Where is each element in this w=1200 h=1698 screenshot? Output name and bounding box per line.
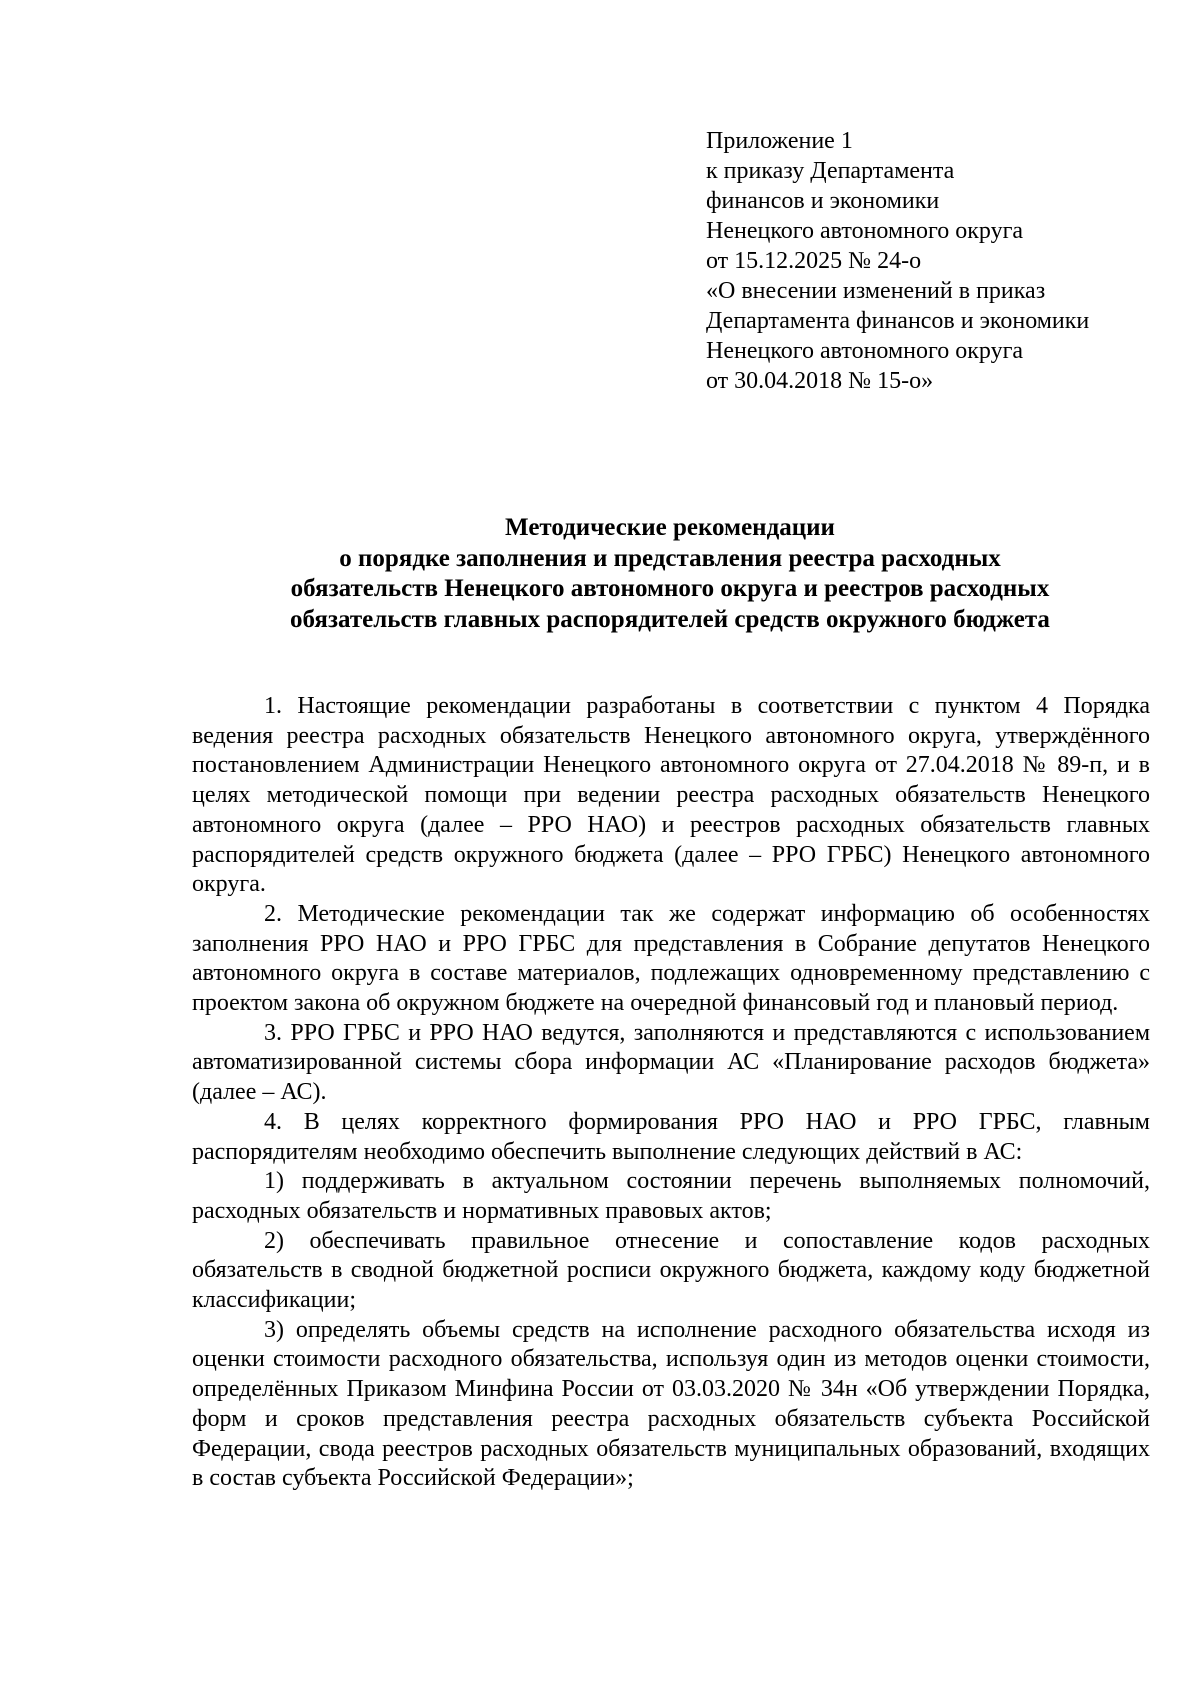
title-line: Методические рекомендации bbox=[505, 514, 835, 541]
document-body bbox=[192, 692, 1150, 1494]
title-line: обязательств Ненецкого автономного округа и реестров расходных bbox=[290, 575, 1050, 602]
subitem-2: 2) обеспечивать правильное отнесение и сопоставление кодов расходных обязательств в сводной бюджетной росписи окружного бюджета, каждому коду бюджетной классификации; bbox=[192, 1227, 1150, 1314]
paragraph-4: 4. В целях корректного формирования РРО НАО и РРО ГРБС, главным распорядителям необходимо обеспечить выполнение следующих действий в АС: bbox=[192, 1108, 1150, 1165]
appendix-header bbox=[706, 126, 1176, 396]
subitem-1: 1) поддерживать в актуальном состоянии перечень выполняемых полномочий, расходных обязательств и нормативных правовых актов; bbox=[192, 1168, 1150, 1224]
paragraph-3: 3. РРО ГРБС и РРО НАО ведутся, заполняются и представляются с использованием автоматизированной системы сбора информации АС «Планирование расходов бюджета» (далее – АС). bbox=[192, 1019, 1150, 1106]
paragraph-2: 2. Методические рекомендации так же содержат информацию об особенностях заполнения РРО НАО и РРО ГРБС для представления в Собрание депутатов Ненецкого автономного округа в составе материалов, подлежащих одновременному представлению с проектом закона об окружном бюджете на очередной финансовый год и плановый период. bbox=[192, 900, 1150, 1017]
title-line: о порядке заполнения и представления реестра расходных bbox=[339, 544, 1001, 572]
paragraph-1: 1. Настоящие рекомендации разработаны в соответствии с пунктом 4 Порядка ведения реестра расходных обязательств Ненецкого автономного округа, утверждённого постановлением Администрации Ненецкого автономного округа от 27.04.2018 № 89-п, и в целях методической помощи при ведении реестра расходных обязательств Ненецкого автономного округа (далее – РРО НАО) и реестров расходных обязательств главных распорядителей средств окружного бюджета (далее – РРО ГРБС) Ненецкого автономного округа. bbox=[192, 693, 1150, 898]
appendix-line: от 30.04.2018 № 15-о» bbox=[706, 368, 934, 394]
title-line: обязательств главных распорядителей средств окружного бюджета bbox=[290, 605, 1050, 633]
appendix-line: финансов и экономики bbox=[706, 188, 940, 214]
appendix-line: от 15.12.2025 № 24-о bbox=[706, 248, 922, 274]
appendix-line: «О внесении изменений в приказ bbox=[706, 278, 1046, 304]
appendix-line: Ненецкого автономного округа bbox=[706, 338, 1024, 364]
appendix-line: Департамента финансов и экономики bbox=[706, 308, 1090, 334]
document-title bbox=[190, 513, 1150, 635]
appendix-line: к приказу Департамента bbox=[706, 158, 955, 184]
subitem-3: 3) определять объемы средств на исполнение расходного обязательства исходя из оценки стоимости расходного обязательства, используя один из методов оценки стоимости, определённых Приказом Минфина России от 03.03.2020 № 34н «Об утверждении Порядка, форм и сроков представления реестра расходных обязательств субъекта Российской Федерации, свода реестров расходных обязательств муниципальных образований, входящих в состав субъекта Российской Федерации»; bbox=[192, 1316, 1150, 1492]
appendix-line: Приложение 1 bbox=[706, 128, 853, 154]
appendix-line: Ненецкого автономного округа bbox=[706, 218, 1024, 244]
